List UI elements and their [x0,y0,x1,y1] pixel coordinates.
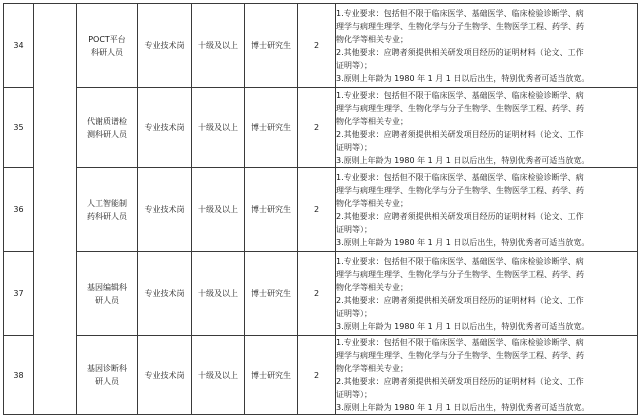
requirement-line: 证明等）； [336,308,372,318]
requirement-line: 1.专业要求：包括但不限于临床医学、基础医学、临床检验诊断学、病 [336,8,584,18]
post-name: 人工智能制药科研人员 [87,198,127,221]
row-index: 34 [4,4,34,88]
row-index: 38 [4,336,34,415]
requirement-line: 物化学等相关专业； [336,364,408,373]
headcount: 2 [298,168,336,252]
post-level: 十级及以上 [192,88,245,168]
requirement-line: 物化学等相关专业； [336,198,408,208]
requirement-line: 2.其他要求：应聘者须提供相关研发项目经历的证明材料（论文、工作 [336,211,584,221]
post-type: 专业技术岗 [138,168,192,252]
requirement-line: 2.其他要求：应聘者须提供相关研发项目经历的证明材料（论文、工作 [336,295,584,305]
post-type: 专业技术岗 [138,4,192,88]
table-row [4,252,638,336]
requirements-cell [336,4,638,88]
requirement-line: 物化学等相关专业； [336,282,408,292]
headcount: 2 [298,336,336,415]
table-row [4,336,638,415]
requirement-line: 证明等）； [336,142,372,152]
requirement-line: 物化学等相关专业； [336,116,408,126]
row-index: 37 [4,252,34,336]
post-name: 代谢质谱检测科研人员 [87,116,127,139]
education: 博士研究生 [245,252,298,336]
requirement-line: 理学与病理生理学、生物化学与分子生物学、生物医学工程、药学、药 [336,103,584,113]
post-level: 十级及以上 [192,168,245,252]
table-row [4,4,638,88]
post-type: 专业技术岗 [138,88,192,168]
headcount: 2 [298,88,336,168]
post-name-cell [77,168,138,252]
post-name-cell [77,252,138,336]
headcount: 2 [298,4,336,88]
post-name-cell [77,4,138,88]
post-name: POCT平台科研人员 [88,34,126,57]
requirement-line: 3.原则上年龄为 1980 年 1 月 1 日以后出生，特别优秀者可适当放宽。 [336,73,590,83]
post-name: 基因诊断科研人员 [87,364,127,386]
post-name: 基因编辑科研人员 [87,282,127,305]
table-body [4,4,638,415]
requirement-line: 2.其他要求：应聘者须提供相关研发项目经历的证明材料（论文、工作 [336,129,584,139]
post-name-cell [77,88,138,168]
requirement-line: 3.原则上年龄为 1980 年 1 月 1 日以后出生，特别优秀者可适当放宽。 [336,403,590,412]
requirement-line: 3.原则上年龄为 1980 年 1 月 1 日以后出生，特别优秀者可适当放宽。 [336,237,590,247]
requirement-line: 3.原则上年龄为 1980 年 1 月 1 日以后出生，特别优秀者可适当放宽。 [336,321,590,331]
requirement-line: 1.专业要求：包括但不限于临床医学、基础医学、临床检验诊断学、病 [336,256,584,266]
requirement-line: 理学与病理生理学、生物化学与分子生物学、生物医学工程、药学、药 [336,185,584,195]
requirements-cell [336,88,638,168]
requirement-line: 1.专业要求：包括但不限于临床医学、基础医学、临床检验诊断学、病 [336,172,584,182]
post-type: 专业技术岗 [138,336,192,415]
post-level: 十级及以上 [192,252,245,336]
merged-unit-cell [34,4,77,415]
requirement-line: 理学与病理生理学、生物化学与分子生物学、生物医学工程、药学、药 [336,21,584,31]
requirement-line: 2.其他要求：应聘者须提供相关研发项目经历的证明材料（论文、工作 [336,47,584,57]
post-level: 十级及以上 [192,4,245,88]
table-row [4,168,638,252]
post-name-cell [77,336,138,415]
requirements-cell [336,168,638,252]
requirement-line: 2.其他要求：应聘者须提供相关研发项目经历的证明材料（论文、工作 [336,377,584,386]
requirement-line: 理学与病理生理学、生物化学与分子生物学、生物医学工程、药学、药 [336,351,584,360]
education: 博士研究生 [245,4,298,88]
post-level: 十级及以上 [192,336,245,415]
requirement-line: 证明等）； [336,224,372,234]
recruitment-table [3,3,638,415]
post-type: 专业技术岗 [138,252,192,336]
education: 博士研究生 [245,168,298,252]
requirement-line: 1.专业要求：包括但不限于临床医学、基础医学、临床检验诊断学、病 [336,90,584,100]
row-index: 35 [4,88,34,168]
requirement-line: 理学与病理生理学、生物化学与分子生物学、生物医学工程、药学、药 [336,269,584,279]
row-index: 36 [4,168,34,252]
requirements-cell [336,252,638,336]
requirement-line: 证明等）； [336,60,372,70]
table-row [4,88,638,168]
education: 博士研究生 [245,336,298,415]
requirements-cell [336,336,638,415]
requirement-line: 3.原则上年龄为 1980 年 1 月 1 日以后出生，特别优秀者可适当放宽。 [336,155,590,165]
headcount: 2 [298,252,336,336]
requirement-line: 证明等）； [336,390,372,399]
requirement-line: 1.专业要求：包括但不限于临床医学、基础医学、临床检验诊断学、病 [336,338,584,347]
requirement-line: 物化学等相关专业； [336,34,408,44]
education: 博士研究生 [245,88,298,168]
